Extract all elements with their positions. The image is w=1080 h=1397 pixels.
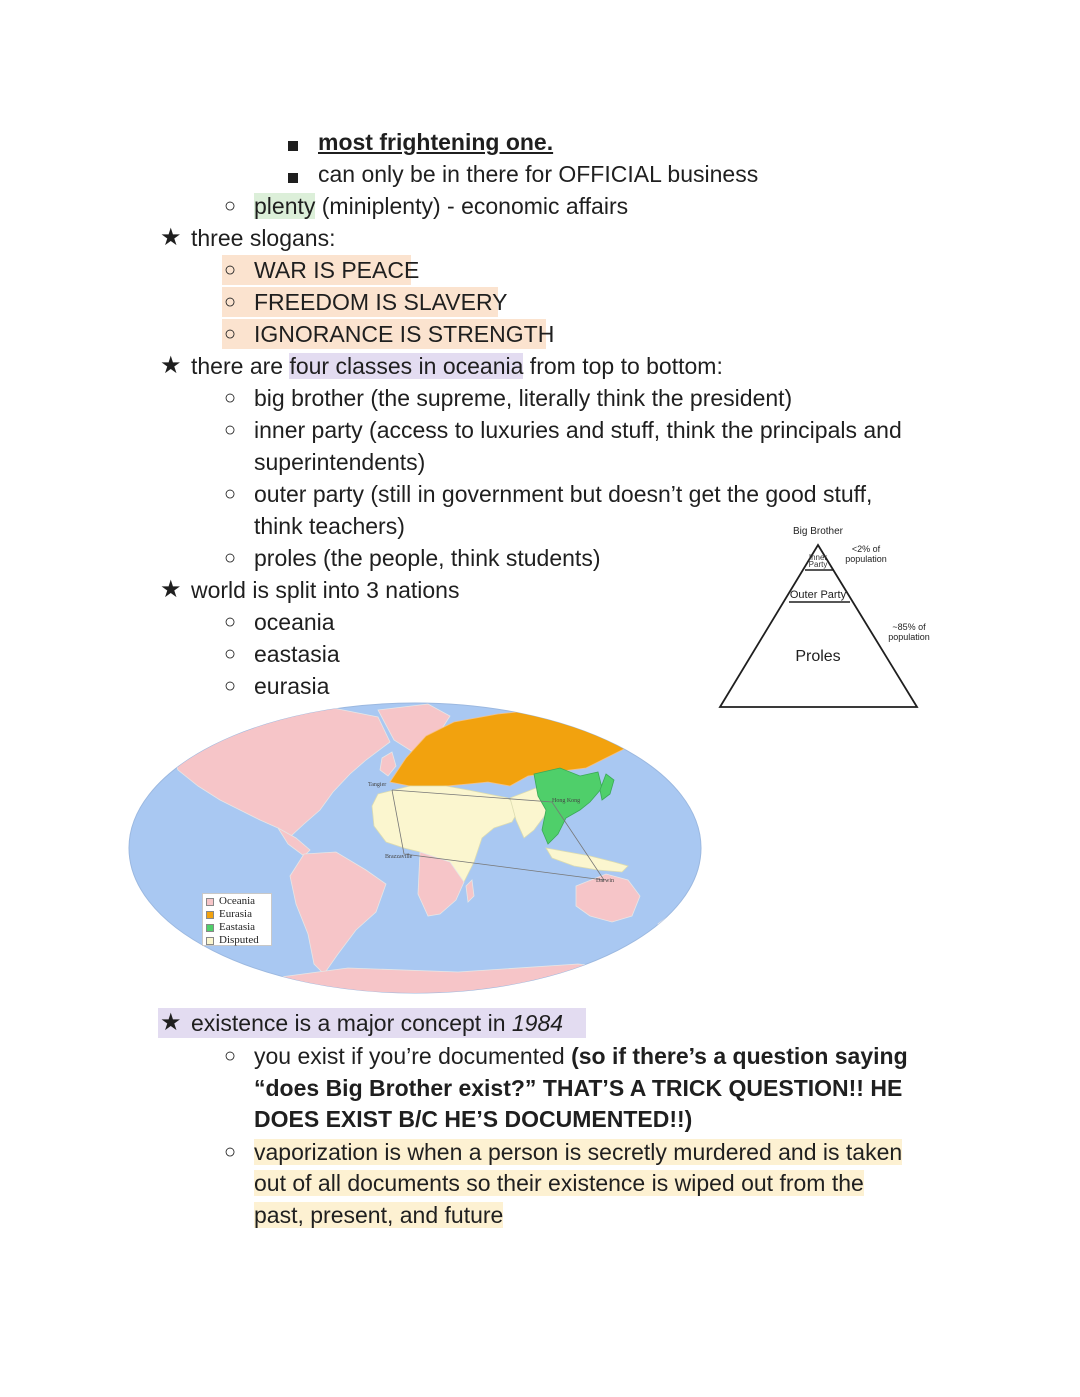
- legend-item-disputed: Disputed: [206, 934, 268, 947]
- pyramid-bottom-note-2: population: [888, 632, 930, 642]
- exist-note-1: you exist if you’re documented (so if there’s a question saying: [254, 1043, 908, 1069]
- note-plenty: plenty (miniplenty) - economic affairs: [254, 193, 629, 219]
- pyramid-proles-label: Proles: [795, 648, 841, 665]
- legend-item-eurasia: Eurasia: [206, 908, 268, 921]
- circle-bullet-icon: ○: [224, 483, 237, 505]
- slogan-3: IGNORANCE IS STRENGTH: [254, 321, 555, 347]
- map-city-hong-kong: Hong Kong: [552, 798, 581, 804]
- map-city-darwin: Darwin: [596, 878, 614, 884]
- pyramid-top-note-1: <2% of: [851, 544, 881, 554]
- square-bullet-icon: [288, 128, 298, 158]
- exist-note-3: DOES EXIST B/C HE’S DOCUMENTED!!): [254, 1106, 693, 1132]
- circle-bullet-icon: ○: [224, 259, 237, 281]
- pyramid-bottom-note-1: ~85% of: [892, 622, 926, 632]
- pyramid-outline: [720, 545, 917, 707]
- nation-oceania: oceania: [254, 609, 335, 635]
- slogans-heading: three slogans:: [191, 225, 336, 251]
- circle-bullet-icon: ○: [224, 1141, 237, 1163]
- circle-bullet-icon: ○: [224, 419, 237, 441]
- nation-eastasia: eastasia: [254, 641, 340, 667]
- note-official-business: can only be in there for OFFICIAL business: [318, 161, 759, 187]
- circle-bullet-icon: ○: [224, 195, 237, 217]
- legend-item-oceania: Oceania: [206, 895, 268, 908]
- vapor-note-1: vaporization is when a person is secretly murdered and is taken: [254, 1139, 903, 1165]
- vapor-note-3: past, present, and future: [254, 1202, 504, 1228]
- slogan-2: FREEDOM IS SLAVERY: [254, 289, 508, 315]
- class-big-brother: big brother (the supreme, literally think the president): [254, 385, 793, 411]
- legend-swatch: [206, 924, 214, 932]
- exist-note-2: “does Big Brother exist?” THAT’S A TRICK QUESTION!! HE: [254, 1075, 903, 1101]
- star-bullet-icon: ★: [160, 224, 182, 251]
- legend-swatch: [206, 898, 214, 906]
- map-city-tangier: Tangier: [368, 782, 387, 788]
- circle-bullet-icon: ○: [224, 1045, 237, 1067]
- circle-bullet-icon: ○: [224, 547, 237, 569]
- circle-bullet-icon: ○: [224, 611, 237, 633]
- pyramid-inner-label-1: Inner: [808, 553, 828, 562]
- map-city-brazzaville: Brazzaville: [385, 854, 413, 860]
- star-bullet-icon: ★: [160, 352, 182, 379]
- circle-bullet-icon: ○: [224, 291, 237, 313]
- nation-eurasia: eurasia: [254, 673, 330, 699]
- circle-bullet-icon: ○: [224, 323, 237, 345]
- slogan-1: WAR IS PEACE: [254, 257, 420, 283]
- pyramid-outer-label: Outer Party: [789, 589, 847, 601]
- circle-bullet-icon: ○: [224, 643, 237, 665]
- world-map: [128, 702, 702, 994]
- legend-item-eastasia: Eastasia: [206, 921, 268, 934]
- circle-bullet-icon: ○: [224, 675, 237, 697]
- world-heading: world is split into 3 nations: [191, 577, 460, 603]
- existence-heading: existence is a major concept in 1984: [191, 1010, 564, 1036]
- note-most-frightening: most frightening one.: [318, 129, 554, 155]
- class-pyramid-diagram: [712, 520, 952, 715]
- star-bullet-icon: ★: [160, 576, 182, 603]
- pyramid-inner-label-2: Party: [808, 560, 828, 569]
- class-outer-party-2: think teachers): [254, 513, 405, 539]
- pyramid-top-note-2: population: [845, 554, 887, 564]
- class-outer-party-1: outer party (still in government but doesn’t get the good stuff,: [254, 481, 873, 507]
- square-bullet-icon: [288, 160, 298, 190]
- circle-bullet-icon: ○: [224, 387, 237, 409]
- class-proles: proles (the people, think students): [254, 545, 601, 571]
- legend-swatch: [206, 911, 214, 919]
- legend-swatch: [206, 937, 214, 945]
- class-inner-party-1: inner party (access to luxuries and stuff, think the principals and: [254, 417, 902, 443]
- classes-heading: there are four classes in oceania from top to bottom:: [191, 353, 723, 379]
- vapor-note-2: out of all documents so their existence is wiped out from the: [254, 1170, 864, 1196]
- map-legend: [202, 893, 272, 946]
- star-bullet-icon: ★: [160, 1009, 182, 1036]
- class-inner-party-2: superintendents): [254, 449, 426, 475]
- pyramid-big-brother-label: Big Brother: [792, 526, 844, 537]
